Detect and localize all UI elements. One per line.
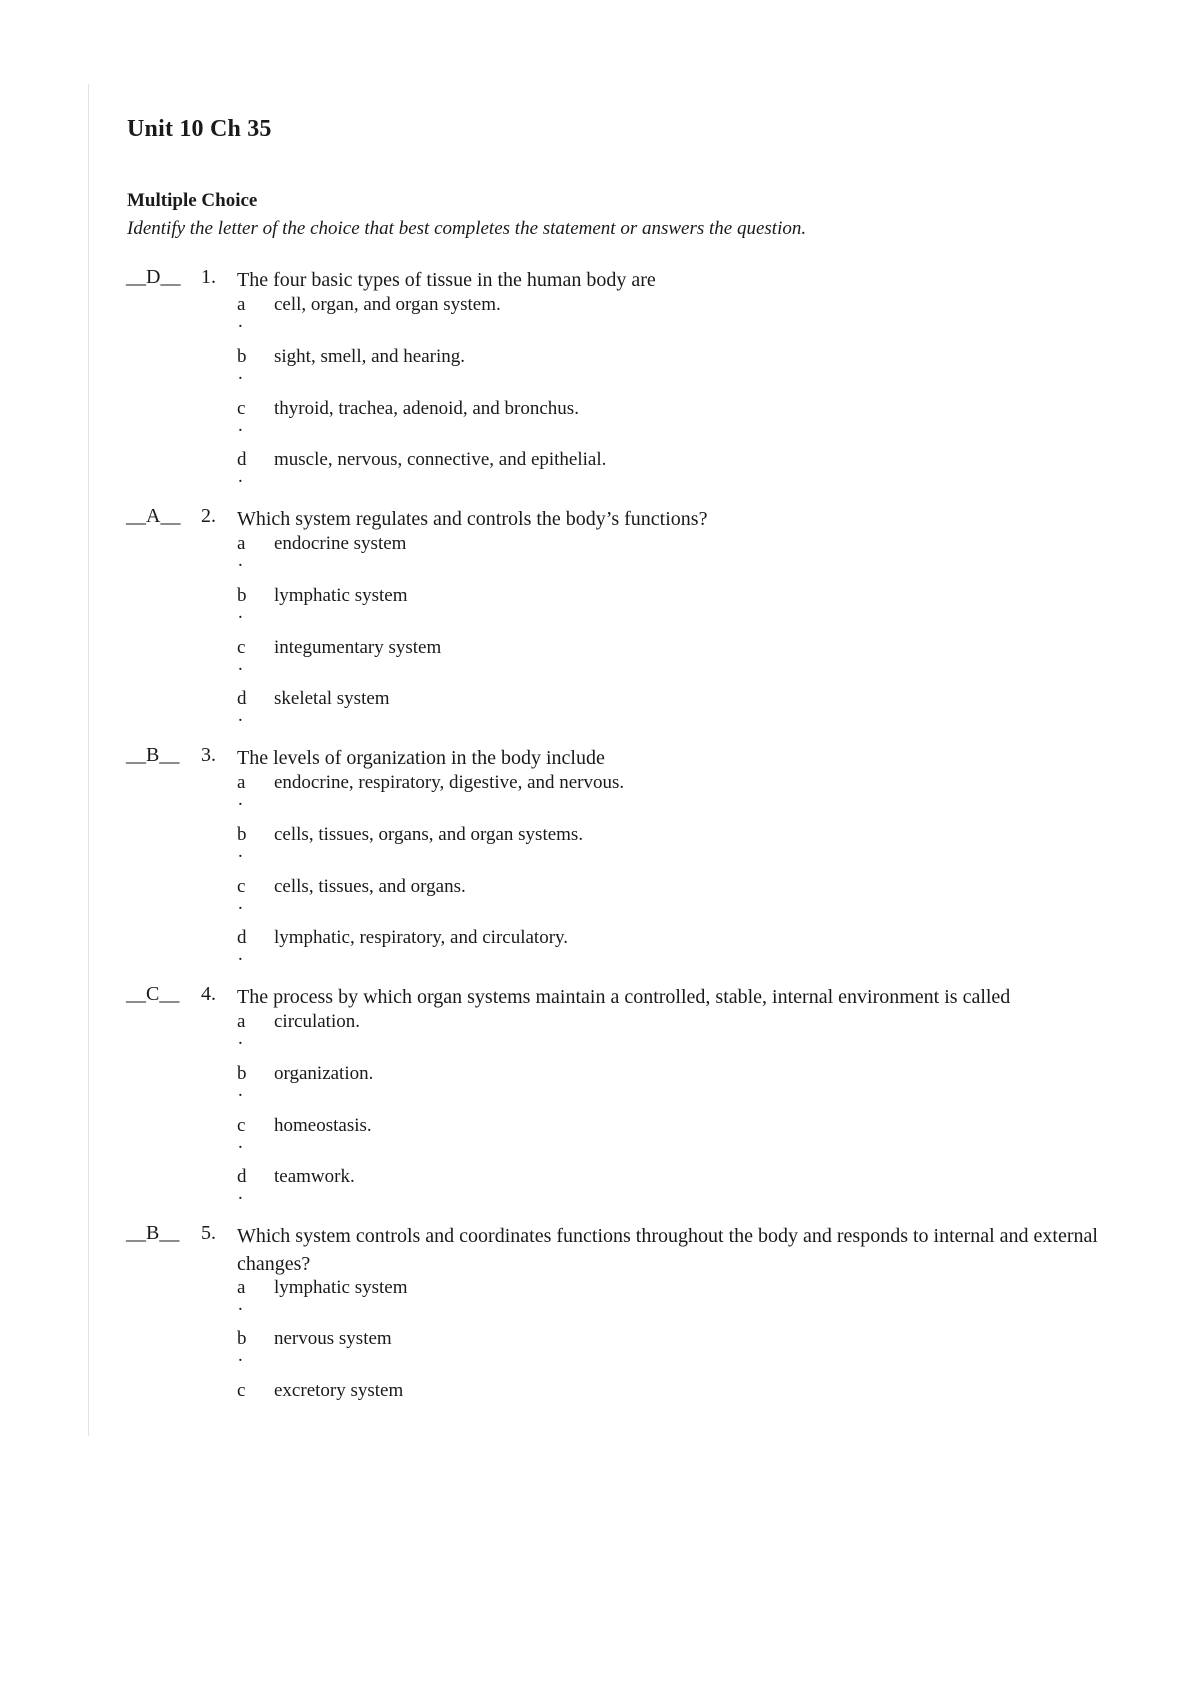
question-3 — [0, 744, 1200, 964]
question-number: 4. — [201, 983, 216, 1005]
option-letter: b — [237, 585, 247, 606]
question-number: 3. — [201, 744, 216, 766]
option-a — [237, 293, 1117, 345]
option-letter: a — [237, 294, 246, 315]
option-text: teamwork. — [274, 1166, 355, 1187]
option-d — [237, 687, 1117, 739]
option-letter: b — [237, 346, 247, 367]
question-5 — [0, 1222, 1200, 1442]
option-text: lymphatic system — [274, 585, 408, 606]
answer-blank: __B__ — [126, 1222, 180, 1244]
option-c — [237, 636, 1117, 688]
question-2 — [0, 505, 1200, 725]
option-letter: c — [237, 1380, 246, 1401]
option-text: skeletal system — [274, 688, 390, 709]
option-letter: b — [237, 1328, 247, 1349]
option-a — [237, 1010, 1117, 1062]
option-letter: a — [237, 1011, 246, 1032]
option-letter: a — [237, 1277, 246, 1298]
option-text: integumentary system — [274, 637, 442, 658]
option-text: nervous system — [274, 1328, 392, 1349]
option-text: muscle, nervous, connective, and epithelial. — [274, 449, 607, 470]
option-dot: . — [238, 1294, 243, 1315]
question-stem: Which system regulates and controls the body’s functions? — [237, 508, 708, 530]
option-dot: . — [238, 415, 243, 436]
option-dot: . — [238, 466, 243, 487]
option-text: thyroid, trachea, adenoid, and bronchus. — [274, 398, 579, 419]
option-text: endocrine system — [274, 533, 407, 554]
option-b — [237, 584, 1117, 636]
option-text: cells, tissues, organs, and organ systems. — [274, 824, 584, 845]
option-a — [237, 771, 1117, 823]
instructions: Identify the letter of the choice that best completes the statement or answers the question. — [127, 218, 807, 239]
section-heading: Multiple Choice — [127, 190, 258, 211]
option-dot: . — [238, 944, 243, 965]
option-letter: d — [237, 1166, 247, 1187]
option-dot: . — [238, 841, 243, 862]
question-4 — [0, 983, 1200, 1203]
option-text: excretory system — [274, 1380, 404, 1401]
question-1 — [0, 266, 1200, 486]
option-text: cells, tissues, and organs. — [274, 876, 466, 897]
question-stem: Which system controls and coordinates functions throughout the body and responds to internal and external changes? — [237, 1225, 1098, 1275]
option-c — [237, 397, 1117, 449]
option-dot: . — [238, 789, 243, 810]
option-b — [237, 1327, 1117, 1379]
option-text: organization. — [274, 1063, 374, 1084]
option-a — [237, 1276, 1117, 1328]
option-letter: b — [237, 1063, 247, 1084]
option-letter: d — [237, 927, 247, 948]
option-dot: . — [238, 893, 243, 914]
option-c — [237, 875, 1117, 927]
option-dot: . — [238, 1345, 243, 1366]
option-c — [237, 1379, 1117, 1431]
option-text: lymphatic, respiratory, and circulatory. — [274, 927, 569, 948]
option-letter: c — [237, 637, 246, 658]
question-number: 1. — [201, 266, 216, 288]
option-dot: . — [238, 550, 243, 571]
option-d — [237, 1165, 1117, 1217]
question-number: 5. — [201, 1222, 216, 1244]
option-dot: . — [238, 705, 243, 726]
option-dot: . — [238, 1183, 243, 1204]
option-d — [237, 926, 1117, 978]
option-a — [237, 532, 1117, 584]
answer-blank: __C__ — [126, 983, 180, 1005]
option-letter: a — [237, 533, 246, 554]
option-text: lymphatic system — [274, 1277, 408, 1298]
option-dot: . — [238, 654, 243, 675]
option-text: endocrine, respiratory, digestive, and nervous. — [274, 772, 625, 793]
option-dot: . — [238, 602, 243, 623]
option-letter: c — [237, 876, 246, 897]
question-stem: The four basic types of tissue in the human body are — [237, 269, 656, 291]
option-text: homeostasis. — [274, 1115, 372, 1136]
answer-blank: __A__ — [126, 505, 181, 527]
option-b — [237, 1062, 1117, 1114]
option-text: cell, organ, and organ system. — [274, 294, 501, 315]
option-b — [237, 345, 1117, 397]
question-stem: The process by which organ systems maintain a controlled, stable, internal environment is called — [237, 986, 1011, 1008]
option-text: circulation. — [274, 1011, 360, 1032]
option-d — [237, 448, 1117, 500]
answer-blank: __B__ — [126, 744, 180, 766]
option-b — [237, 823, 1117, 875]
option-dot: . — [238, 363, 243, 384]
option-dot: . — [238, 1132, 243, 1153]
option-text: sight, smell, and hearing. — [274, 346, 466, 367]
answer-blank: __D__ — [126, 266, 181, 288]
option-letter: d — [237, 449, 247, 470]
option-dot: . — [238, 1028, 243, 1049]
option-dot: . — [238, 311, 243, 332]
option-c — [237, 1114, 1117, 1166]
option-letter: b — [237, 824, 247, 845]
option-letter: a — [237, 772, 246, 793]
question-stem: The levels of organization in the body include — [237, 747, 605, 769]
option-dot: . — [238, 1080, 243, 1101]
page-title: Unit 10 Ch 35 — [127, 116, 272, 142]
option-letter: d — [237, 688, 247, 709]
option-letter: c — [237, 398, 246, 419]
option-letter: c — [237, 1115, 246, 1136]
question-number: 2. — [201, 505, 216, 527]
